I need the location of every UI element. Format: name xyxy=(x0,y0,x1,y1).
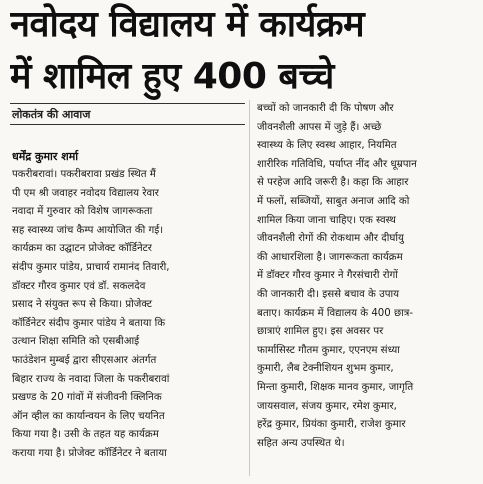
body-text-line: में डॉक्टर गौरव कुमार ने गैरसंचारी रोगों xyxy=(257,270,398,282)
column-divider xyxy=(249,100,250,476)
body-text-line: ऑन व्हील का कार्यान्वयन के लिए चयनित xyxy=(12,410,165,422)
body-text-line: शामिल किया जाना चाहिए। एक स्वस्थ xyxy=(257,214,396,226)
byline: धर्मेंद्र कुमार शर्मा xyxy=(12,150,79,163)
headline-line-1: नवोदय विद्यालय में कार्यक्रम xyxy=(10,4,365,45)
body-text-line: उत्थान शिक्षा समिति को एसबीआई xyxy=(12,336,140,348)
body-text-line: प्रसाद ने संयुक्त रूप से किया। प्रोजेक्ट xyxy=(12,299,153,311)
body-text-line: जायसवाल, संजय कुमार, रमेश कुमार, xyxy=(257,400,397,412)
body-text-line: नवादा में गुरुवार को विशेष जागरूकता xyxy=(12,206,153,218)
body-text-line: शारीरिक गतिविधि, पर्याप्त नींद और धूम्रपान xyxy=(257,158,417,170)
body-text-line: बिहार राज्य के नवादा जिला के पकरीबरावां xyxy=(12,373,170,385)
body-text-line: से परहेज आदि जरूरी है। कहा कि आहार xyxy=(257,177,409,189)
body-text-line: जीवनशैली आपस में जुड़े हैं। अच्छे xyxy=(257,121,382,133)
body-text-line: पकरीबरावां। पकरीबरावा प्रखंड स्थित मैं xyxy=(12,169,156,180)
body-text-line: प्रखण्ड के 20 गांवों में संजीवनी क्लिनिक xyxy=(12,392,162,404)
body-column-right xyxy=(257,100,479,453)
body-text-line: डॉक्टर गौरव कुमार एवं डॉ. सकलदेव xyxy=(12,280,146,292)
source-top-rule xyxy=(10,103,245,104)
headline-line-2: में शामिल हुए 400 बच्चे xyxy=(10,56,334,97)
body-text-line: कॉर्डिनेटर संदीप कुमार पांडेय ने बताया कि xyxy=(12,317,166,329)
body-text-line: में फलों, सब्जियों, साबुत अनाज आदि को xyxy=(257,195,410,207)
body-text-line: स्वास्थ्य के लिए स्वस्थ आहार, नियमित xyxy=(257,140,397,152)
body-text-line: बताए। कार्यक्रम में विद्यालय के 400 छात्र- xyxy=(257,307,414,319)
body-text-line: जीवनशैली रोगों की रोकथाम और दीर्घायु xyxy=(257,233,404,245)
source-label: लोकतंत्र की आवाज xyxy=(12,108,91,121)
body-text-line: कुमारी, लैब टेक्नीशियन शुभम कुमार, xyxy=(257,363,394,375)
body-column-left xyxy=(12,166,242,464)
body-text-line: संदीप कुमार पांडेय, प्राचार्य रामानंद तिवारी, xyxy=(12,261,170,273)
body-text-line: फार्मासिस्ट गौतम कुमार, एएनएम संध्या xyxy=(257,344,400,356)
body-text-line: मिन्ता कुमारी, शिक्षक मानव कुमार, जागृति xyxy=(257,381,414,393)
body-text-line: पी एम श्री जवाहर नवोदय विद्यालय रेवार xyxy=(12,187,159,199)
body-text-line: कार्यक्रम का उद्घाटन प्रोजेक्ट कॉर्डिनेटर xyxy=(12,243,152,255)
body-text-line: की जानकारी दी। इससे बचाव के उपाय xyxy=(257,288,400,300)
body-text-line: हरेंद्र कुमार, प्रियंका कुमारी, राजेश कुमार xyxy=(257,419,406,431)
body-text-line: कराया गया है। प्रोजेक्ट कॉर्डिनेटर ने बताया xyxy=(12,447,167,459)
body-text-line: फाउंडेशन मुम्बई द्वारा सीएसआर अंतर्गत xyxy=(12,354,157,366)
body-text-line: छात्राएं शामिल हुए। इस अवसर पर xyxy=(257,326,384,338)
body-text-line: बच्चों को जानकारी दी कि पोषण और xyxy=(257,103,394,114)
body-text-line: सहित अन्य उपस्थित थे। xyxy=(257,437,345,449)
body-text-line: किया गया है। उसी के तहत यह कार्यक्रम xyxy=(12,429,159,441)
source-bottom-rule xyxy=(10,124,245,125)
body-text-line: की आधारशिला है। जागरूकता कार्यक्रम xyxy=(257,251,403,263)
body-text-line: सह स्वास्थ्य जांच कैम्प आयोजित की गई। xyxy=(12,224,164,236)
